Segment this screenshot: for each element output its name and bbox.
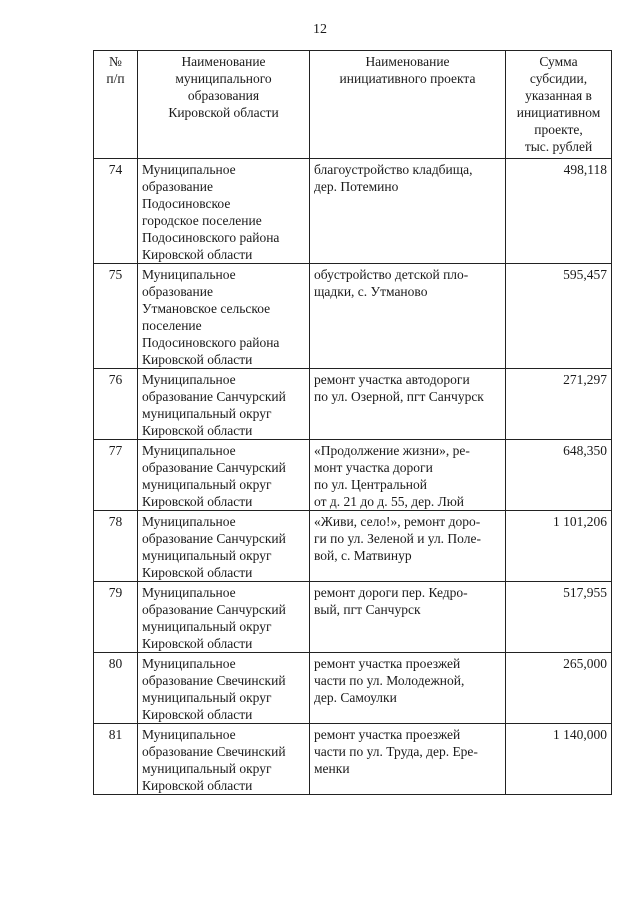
row-number: 77 [94,440,138,511]
row-municipality: Муниципальное образование Свечинский муниципальный округ Кировской области [138,653,310,724]
table-row [94,724,612,795]
page-number: 12 [313,22,327,37]
table-row [94,653,612,724]
row-municipality: Муниципальное образование Утмановское сельское поселение Подосиновского района Кировской области [138,264,310,369]
row-project: ремонт участка автодороги по ул. Озерной, пгт Санчурск [310,369,506,440]
row-municipality: Муниципальное образование Свечинский муниципальный округ Кировской области [138,724,310,795]
table-row [94,264,612,369]
row-number: 81 [94,724,138,795]
row-number: 79 [94,582,138,653]
row-number: 75 [94,264,138,369]
table-row [94,582,612,653]
row-number: 80 [94,653,138,724]
row-amount: 595,457 [506,264,612,369]
row-amount: 498,118 [506,159,612,264]
row-project: «Живи, село!», ремонт доро- ги по ул. Зеленой и ул. Поле- вой, с. Матвинур [310,511,506,582]
row-number: 76 [94,369,138,440]
header-number: № п/п [94,51,138,159]
row-amount: 517,955 [506,582,612,653]
row-number: 78 [94,511,138,582]
row-municipality: Муниципальное образование Подосиновское городское поселение Подосиновского района Кировской области [138,159,310,264]
row-municipality: Муниципальное образование Санчурский муниципальный округ Кировской области [138,511,310,582]
row-project: благоустройство кладбища, дер. Потемино [310,159,506,264]
row-project: обустройство детской пло- щадки, с. Утманово [310,264,506,369]
row-project: «Продолжение жизни», ре- монт участка дороги по ул. Центральной от д. 21 до д. 55, дер. Люй [310,440,506,511]
row-amount: 1 140,000 [506,724,612,795]
table-row [94,440,612,511]
row-project: ремонт участка проезжей части по ул. Труда, дер. Ере- менки [310,724,506,795]
table-header-row [94,51,612,159]
row-project: ремонт участка проезжей части по ул. Молодежной, дер. Самоулки [310,653,506,724]
row-project: ремонт дороги пер. Кедро- вый, пгт Санчурск [310,582,506,653]
row-amount: 648,350 [506,440,612,511]
row-number: 74 [94,159,138,264]
row-amount: 265,000 [506,653,612,724]
table-row [94,369,612,440]
row-amount: 1 101,206 [506,511,612,582]
header-amount: Сумма субсидии, указанная в инициативном проекте, тыс. рублей [506,51,612,159]
table-row [94,511,612,582]
table-row [94,159,612,264]
header-municipality: Наименование муниципального образования Кировской области [138,51,310,159]
subsidy-table [93,50,612,795]
row-municipality: Муниципальное образование Санчурский муниципальный округ Кировской области [138,582,310,653]
header-project: Наименование инициативного проекта [310,51,506,159]
row-amount: 271,297 [506,369,612,440]
row-municipality: Муниципальное образование Санчурский муниципальный округ Кировской области [138,369,310,440]
row-municipality: Муниципальное образование Санчурский муниципальный округ Кировской области [138,440,310,511]
